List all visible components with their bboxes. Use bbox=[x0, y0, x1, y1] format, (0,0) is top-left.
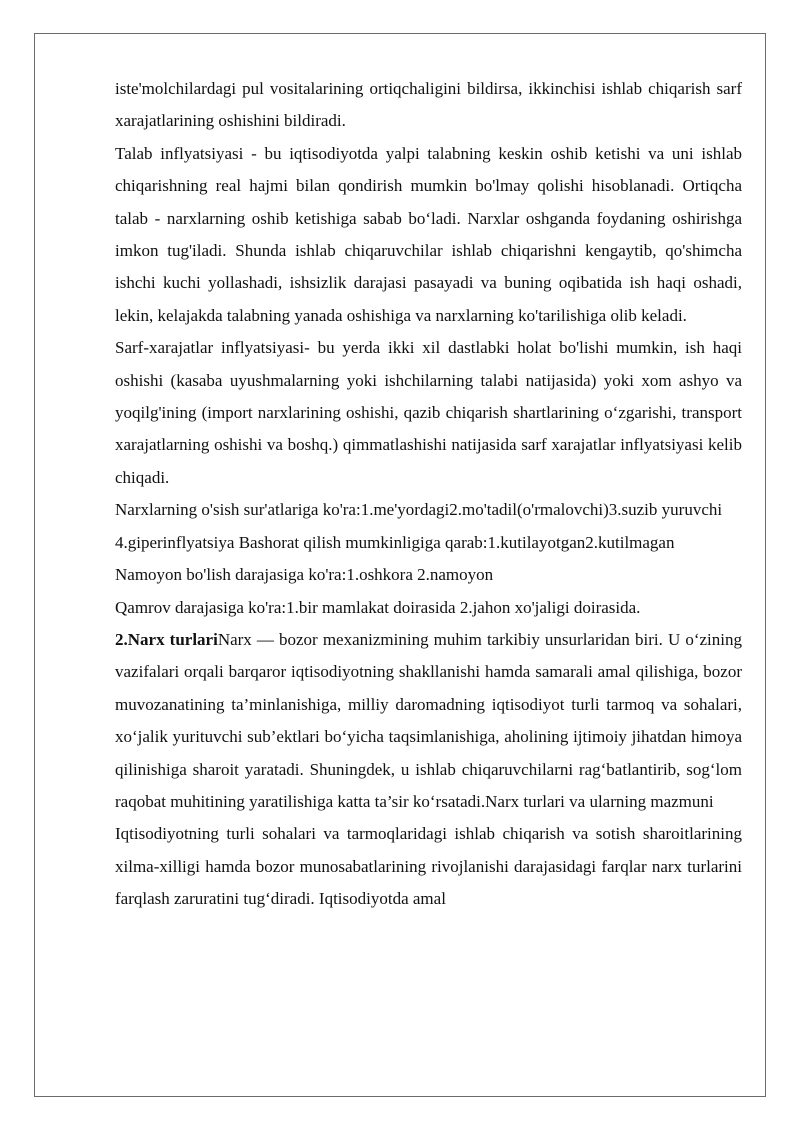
paragraph-scope-types: Qamrov darajasiga ko'ra:1.bir mamlakat doirasida 2.jahon xo'jaligi doirasida. bbox=[115, 597, 641, 617]
section-heading: 2.Narx turlari bbox=[115, 629, 218, 649]
paragraph-growth-rate-types: Narxlarning o'sish sur'atlariga ko'ra:1.me'yordagi2.mo'tadil(o'rmalovchi)3.suzib yuruvchi bbox=[115, 500, 723, 520]
paragraph-forecast-types: 4.giperinflyatsiya Bashorat qilish mumkinligiga qarab:1.kutilayotgan2.kutilmagan bbox=[115, 532, 675, 552]
section-body: Narx — bozor mexanizmining muhim tarkibiy unsurlaridan biri. U o‘zining vazifalari orqali barqaror iqtisodiyotning shakllanishi hamda samarali amal qilishiga, bozor muvozanatining ta’minlanishiga, milliy daromadning iqtisodiyot turli tarmoq va sohalari, xo‘jalik yurituvchi sub’ektlari bo‘yicha taqsimlanishiga, aholining ijtimoiy jihatdan himoya qilinishiga sharoit yaratadi. Shuningdek, u ishlab chiqaruvchilarni rag‘batlantirib, sog‘lom raqobat muhitining yaratilishiga katta ta’sir ko‘rsatadi.Narx turlari va ularning mazmuni bbox=[115, 629, 742, 811]
paragraph-price-types bbox=[115, 624, 742, 818]
paragraph-closing: Iqtisodiyotning turli sohalari va tarmoqlaridagi ishlab chiqarish va sotish sharoitlarining xilma-xilligi hamda bozor munosabatlarining rivojlanishi darajasidagi farqlar narx turlarini farqlash zaruratini tug‘diradi. Iqtisodiyotda amal bbox=[115, 824, 742, 909]
paragraph-cost-inflation: Sarf-xarajatlar inflyatsiyasi- bu yerda ikki xil dastlabki holat bo'lishi mumkin, ish haqi oshishi (kasaba uyushmalarning yoki ishchilarning talabi natijasida) yoki xom ashyo va yoqilg'ining (import narxlarining oshishi, qazib chiqarish shartlarining o‘zgarishi, transport xarajatlarning oshishi va boshq.) qimmatlashishi natijasida sarf xarajatlar inflyatsiyasi kelib chiqadi. bbox=[115, 338, 742, 487]
paragraph-intro: iste'molchilardagi pul vositalarining ortiqchaligini bildirsa, ikkinchisi ishlab chiqarish sarf xarajatlarining oshishini bildiradi. bbox=[115, 79, 742, 131]
document-body bbox=[115, 73, 742, 916]
paragraph-demand-inflation: Talab inflyatsiyasi - bu iqtisodiyotda yalpi talabning keskin oshib ketishi va uni ishlab chiqarishning real hajmi bilan qondirish mumkin bo'lmay qolishi hisoblanadi. Ortiqcha talab - narxlarning oshib ketishiga sabab bo‘ladi. Narxlar oshganda foydaning oshirishga imkon tug'iladi. Shunda ishlab chiqaruvchilar ishlab chiqarishni kengaytib, qo'shimcha ishchi kuchi yollashadi, ishsizlik darajasi pasayadi va buning oqibatida ish haqi oshadi, lekin, kelajakda talabning yanada oshishiga va narxlarning ko'tarilishiga olib keladi. bbox=[115, 143, 742, 325]
paragraph-visibility-types: Namoyon bo'lish darajasiga ko'ra:1.oshkora 2.namoyon bbox=[115, 565, 494, 585]
